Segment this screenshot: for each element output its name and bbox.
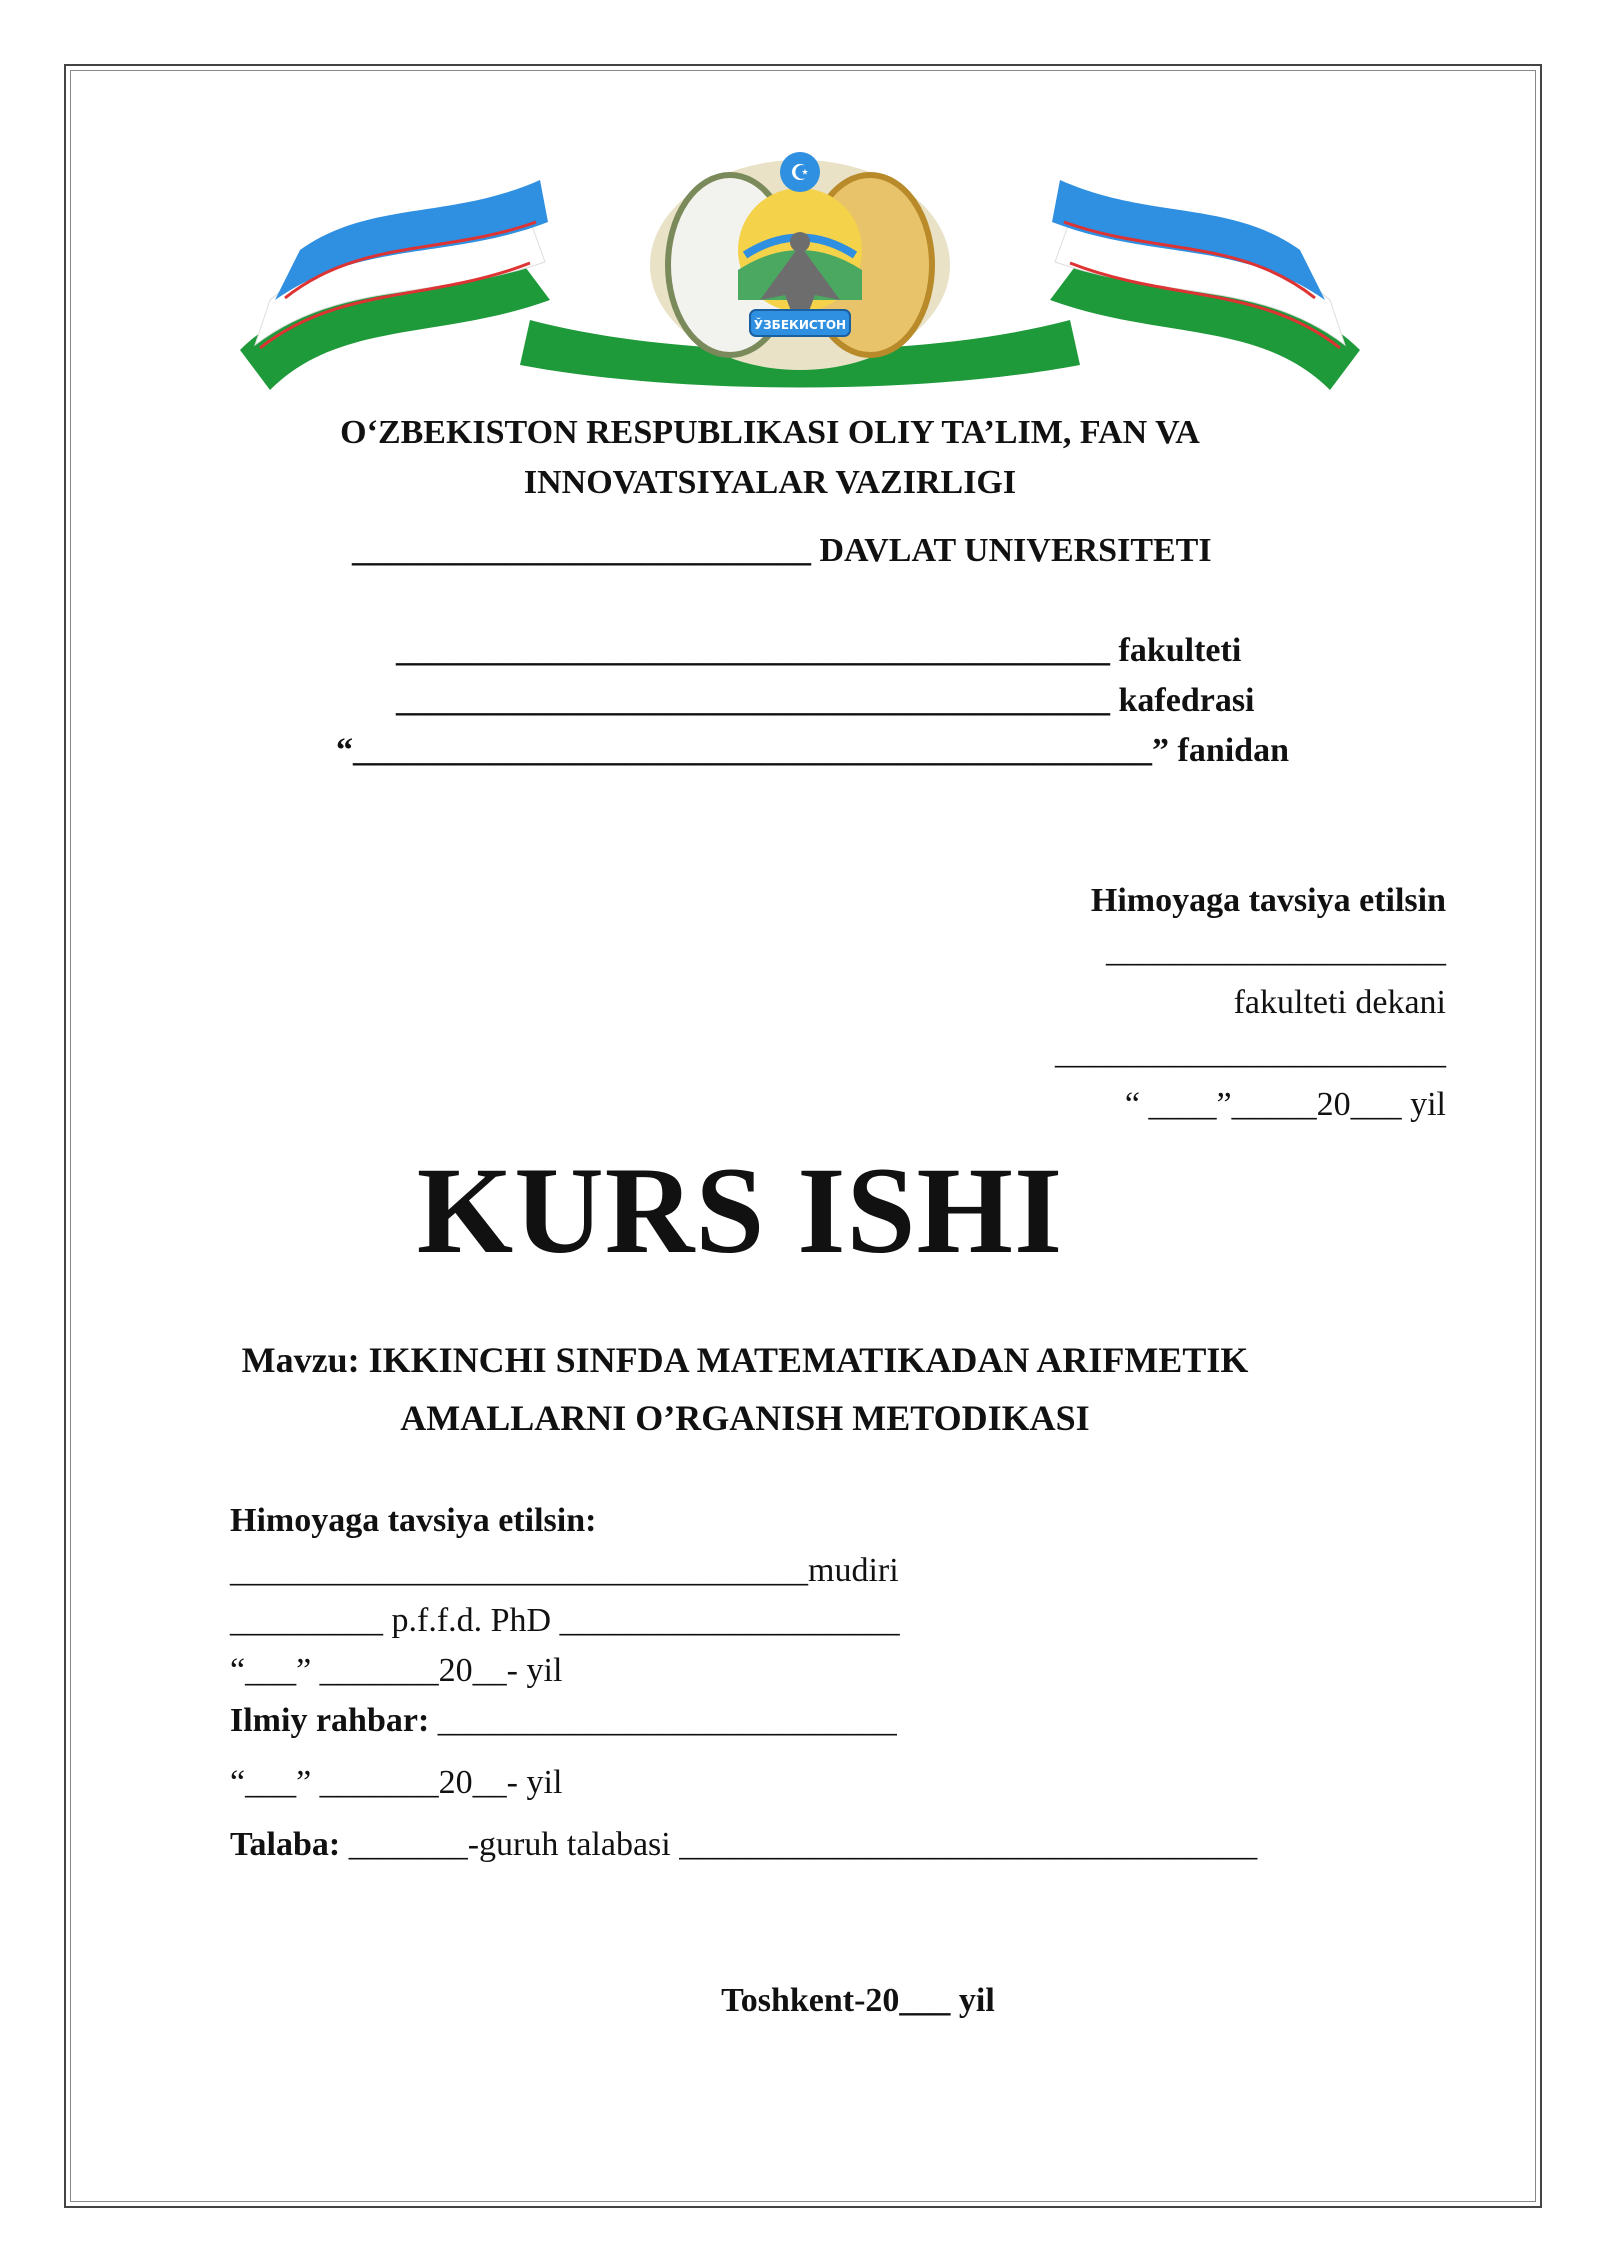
supervisor-signature: ___________________________ [429, 1702, 897, 1739]
topic-line-1: Mavzu: IKKINCHI SINFDA MATEMATIKADAN ARIFMETIK [241, 1340, 1249, 1380]
ministry-line-2: INNOVATSIYALAR VAZIRLIGI [523, 464, 1017, 501]
student-group-line: _______-guruh talabasi __________________________________ [340, 1826, 1258, 1863]
supervisor-line [230, 1702, 897, 1740]
head-phd-line: _________ p.f.f.d. PhD ____________________ [230, 1602, 900, 1639]
svg-text:☪: ☪ [790, 161, 810, 186]
state-emblem-flag-banner [230, 150, 1370, 395]
university-line: ___________________________ DAVLAT UNIVERSITETI [352, 532, 1212, 569]
emblem-ribbon-text: ЎЗБЕКИСТОН [753, 318, 847, 332]
topic-line-2: AMALLARNI O’RGANISH METODIKASI [400, 1398, 1090, 1438]
dean-approval-heading: Himoyaga tavsiya etilsin [1090, 882, 1446, 919]
dean-role: fakulteti dekani [1233, 984, 1446, 1021]
head-mudiri-line: __________________________________mudiri [230, 1552, 899, 1589]
student-line [230, 1826, 1257, 1864]
faculty-line: __________________________________________ fakulteti [396, 632, 1242, 669]
supervisor-label: Ilmiy rahbar: [230, 1702, 430, 1739]
dean-approval-date: “ ____”_____20___ yil [1124, 1086, 1446, 1123]
subject-line: “_______________________________________________” fanidan [336, 732, 1289, 769]
ministry-line-1: O‘ZBEKISTON RESPUBLIKASI OLIY TA’LIM, FAN VA [340, 414, 1200, 451]
dean-signature-line: ____________________ [1106, 932, 1446, 969]
department-line: __________________________________________ kafedrasi [396, 682, 1255, 719]
document-title: KURS ISHI [416, 1142, 1064, 1279]
head-approval-heading: Himoyaga tavsiya etilsin: [230, 1502, 597, 1539]
dean-name-line: _______________________ [1055, 1034, 1446, 1071]
head-approval-date: “___” _______20__- yil [230, 1652, 563, 1689]
city-year-footer: Toshkent-20___ yil [721, 1982, 995, 2019]
supervisor-date: “___” _______20__- yil [230, 1764, 563, 1801]
student-label: Talaba: [230, 1826, 341, 1863]
